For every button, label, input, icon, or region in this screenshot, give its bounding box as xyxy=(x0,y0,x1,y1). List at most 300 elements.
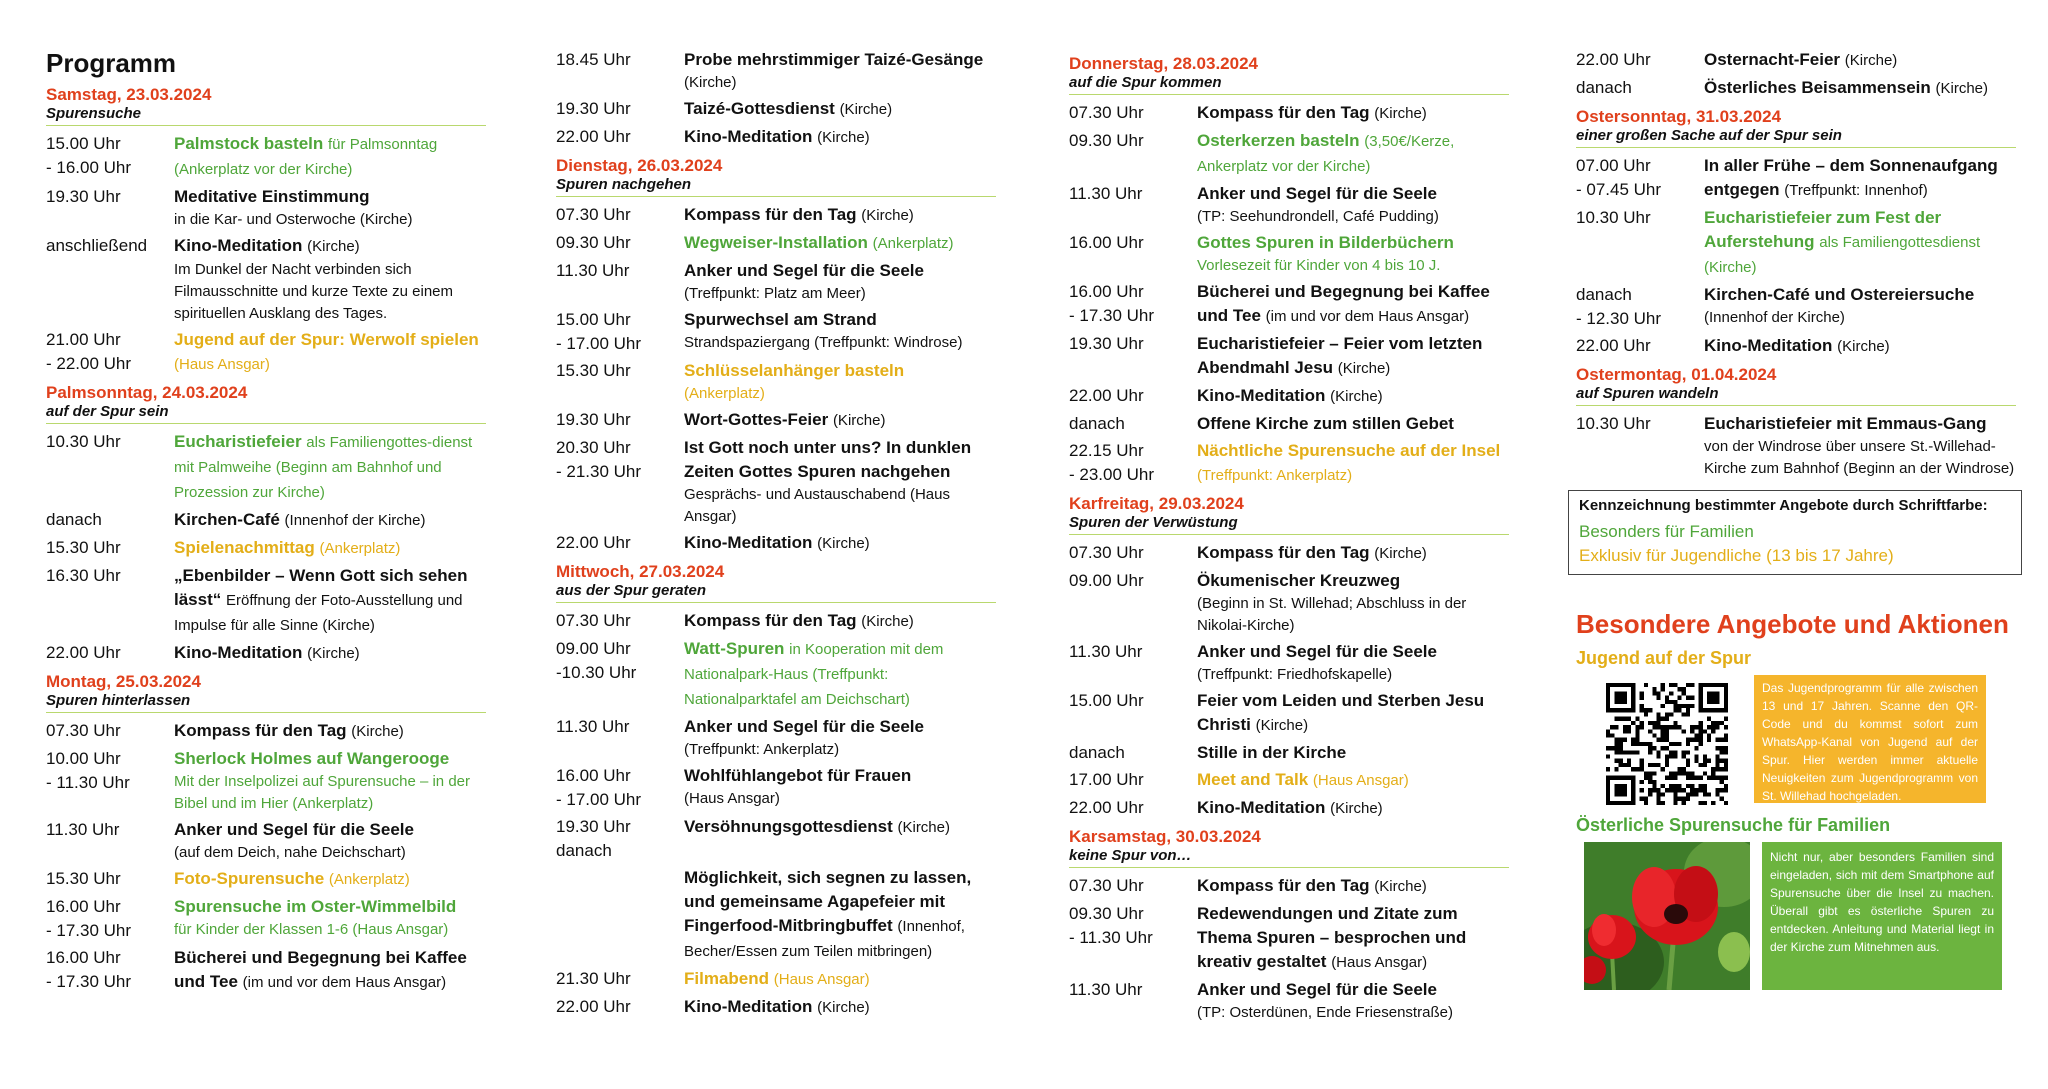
event-title: Foto-Spurensuche xyxy=(174,869,325,888)
event-title: Kompass für den Tag xyxy=(684,205,857,224)
event-details xyxy=(684,764,996,812)
event-time: 07.30 Uhr xyxy=(46,721,121,740)
event-details xyxy=(1197,874,1509,899)
event-title: Kompass für den Tag xyxy=(684,611,857,630)
event-row xyxy=(1576,48,2016,73)
event-row xyxy=(556,815,996,863)
event-title: Kino-Meditation xyxy=(174,643,303,662)
column-3 xyxy=(1069,48,1509,1027)
day-title: Ostersonntag, 31.03.2024 xyxy=(1576,107,1782,126)
event-title: Kompass für den Tag xyxy=(1197,103,1370,122)
day-subtitle: auf die Spur kommen xyxy=(1069,74,1509,95)
event-title: Meditative Einstimmung xyxy=(174,187,370,206)
event-description: Strandspaziergang (Treffpunkt: Windrose) xyxy=(684,334,963,351)
event-title: Wegweiser-Installation xyxy=(684,233,868,252)
event-details xyxy=(174,641,486,666)
event-location: (Ankerplatz) xyxy=(319,540,401,557)
event-row xyxy=(1069,796,1509,821)
event-details xyxy=(1197,101,1509,126)
event-time: danach xyxy=(1069,414,1125,433)
event-title: Meet and Talk xyxy=(1197,770,1309,789)
event-row xyxy=(556,203,996,228)
day-block xyxy=(1069,827,1509,1024)
event-row xyxy=(46,867,486,892)
event-details xyxy=(1197,129,1509,179)
event-time: 16.00 Uhr - 17.30 Uhr xyxy=(1069,282,1155,325)
event-details xyxy=(684,259,996,305)
event-location: (Innenhof der Kirche) xyxy=(284,512,426,529)
event-time: 16.00 Uhr - 17.00 Uhr xyxy=(556,766,642,809)
family-section-title: Österliche Spurensuche für Familien xyxy=(1576,815,1891,835)
day-block xyxy=(1069,54,1509,488)
event-row xyxy=(556,408,996,433)
event-row xyxy=(556,764,996,812)
day-subtitle: auf der Spur sein xyxy=(46,403,486,424)
event-time: 19.30 Uhr danach xyxy=(556,817,631,860)
event-row xyxy=(1069,874,1509,899)
event-location: (Treffpunkt: Ankerplatz) xyxy=(1197,467,1353,484)
event-description: (Innenhof der Kirche) xyxy=(1704,309,1845,326)
event-row xyxy=(556,609,996,634)
event-row xyxy=(1069,741,1509,765)
youth-info-box: Das Jugendprogramm für alle zwischen 13 und 17 Jahren. Scanne den QR-Code und du kommst sofort zum WhatsApp-Kanal von Jugend auf der Spur. Hier werden immer aktuelle Neuigkeiten zum Jugendprogramm von St. Willehad hochgeladen. xyxy=(1754,675,1986,803)
event-location: (Kirche) xyxy=(1374,105,1427,122)
event-time: 10.30 Uhr xyxy=(1576,208,1651,227)
day-block xyxy=(556,156,996,556)
day-title: Dienstag, 26.03.2024 xyxy=(556,156,723,175)
event-details xyxy=(1197,689,1509,738)
event-location: (Kirche) xyxy=(1374,878,1427,895)
event-row xyxy=(46,818,486,864)
event-location: (Innenhof, Becher/Essen zum Teilen mitbringen) xyxy=(684,918,965,960)
event-details xyxy=(174,536,486,561)
event-time: 19.30 Uhr xyxy=(1069,334,1144,353)
event-time: 07.30 Uhr xyxy=(556,205,631,224)
event-title: Watt-Spuren xyxy=(684,639,785,658)
event-title: Gottes Spuren in Bilderbüchern xyxy=(1197,233,1454,252)
event-details xyxy=(684,995,996,1020)
event-row xyxy=(1069,978,1509,1024)
event-row xyxy=(556,308,996,356)
day-block xyxy=(1576,365,2016,480)
event-details xyxy=(1704,412,2016,480)
event-location: (Haus Ansgar) xyxy=(174,356,270,373)
event-details xyxy=(1197,332,1509,381)
event-time: 17.00 Uhr xyxy=(1069,770,1144,789)
day-block xyxy=(556,562,996,1020)
event-title: Jugend auf der Spur: Werwolf spielen xyxy=(174,330,479,349)
event-location: (Kirche) xyxy=(351,723,404,740)
event-location: (Kirche) xyxy=(1374,545,1427,562)
event-title: Kino-Meditation xyxy=(1197,386,1326,405)
event-time: 09.30 Uhr - 11.30 Uhr xyxy=(1069,904,1153,947)
event-details xyxy=(684,231,996,256)
day-title: Karsamstag, 30.03.2024 xyxy=(1069,827,1261,846)
event-title: Probe mehrstimmiger Taizé-Gesänge xyxy=(684,50,984,69)
event-details xyxy=(174,508,486,533)
event-time: 18.45 Uhr xyxy=(556,50,631,69)
event-title: Offene Kirche zum stillen Gebet xyxy=(1197,414,1454,433)
event-row xyxy=(556,259,996,305)
event-title: Osterkerzen basteln xyxy=(1197,131,1360,150)
event-location: (Ankerplatz) xyxy=(328,871,410,888)
youth-section-title: Jugend auf der Spur xyxy=(1576,648,1752,668)
event-title: Anker und Segel für die Seele xyxy=(1197,980,1437,999)
day-block xyxy=(1576,107,2016,359)
event-details xyxy=(174,328,486,377)
event-title: Eucharistiefeier mit Emmaus-Gang xyxy=(1704,414,1987,433)
event-description: (Treffpunkt: Ankerplatz) xyxy=(684,741,840,758)
event-title: Versöhnungsgottesdienst xyxy=(684,817,893,836)
event-details xyxy=(684,866,996,964)
event-details xyxy=(684,715,996,761)
event-time: 11.30 Uhr xyxy=(1069,980,1143,999)
event-title: „Ebenbilder – Wenn Gott sich sehen lässt“ xyxy=(174,566,468,609)
event-location: als Familiengottesdienst (Kirche) xyxy=(1704,234,1981,276)
event-location: (Haus Ansgar) xyxy=(1331,954,1428,971)
event-details xyxy=(174,185,486,231)
event-title: Kino-Meditation xyxy=(684,127,813,146)
event-time: 15.00 Uhr - 16.00 Uhr xyxy=(46,134,132,177)
event-details xyxy=(1197,741,1509,765)
event-time: 22.15 Uhr - 23.00 Uhr xyxy=(1069,441,1155,484)
event-row xyxy=(1069,332,1509,381)
event-row xyxy=(1069,689,1509,738)
event-details xyxy=(684,967,996,992)
event-location: (Kirche) xyxy=(817,535,870,552)
event-location: (im und vor dem Haus Ansgar) xyxy=(242,974,447,991)
day-title: Donnerstag, 28.03.2024 xyxy=(1069,54,1258,73)
event-time: anschließend xyxy=(46,236,148,255)
event-time: 15.30 Uhr xyxy=(46,869,121,888)
event-row xyxy=(556,48,996,94)
event-title: Kino-Meditation xyxy=(174,236,303,255)
event-details xyxy=(684,48,996,94)
event-location: (Kirche) xyxy=(1337,360,1391,377)
event-location: (Kirche) xyxy=(817,999,870,1016)
event-location: (Haus Ansgar) xyxy=(773,971,870,988)
day-title: Samstag, 23.03.2024 xyxy=(46,85,212,104)
day-subtitle: einer großen Sache auf der Spur sein xyxy=(1576,127,2016,148)
event-details xyxy=(1704,48,2016,73)
event-location: (Kirche) xyxy=(1935,80,1989,97)
event-location: Eröffnung der Foto-Ausstellung und Impulse für alle Sinne (Kirche) xyxy=(174,592,463,634)
event-row xyxy=(1576,412,2016,480)
event-location: (Kirche) xyxy=(839,101,893,118)
event-title: Eucharistiefeier – Feier vom letzten Abendmahl Jesu xyxy=(1197,334,1483,377)
day-block xyxy=(46,672,486,995)
event-description: von der Windrose über unsere St.-Willehad-Kirche zum Bahnhof (Beginn an der Windrose) xyxy=(1704,438,2015,477)
event-row xyxy=(46,234,486,325)
event-time: 22.00 Uhr xyxy=(46,643,121,662)
event-details xyxy=(1704,283,2016,331)
day-subtitle: Spurensuche xyxy=(46,105,486,126)
event-details xyxy=(1197,796,1509,821)
event-row xyxy=(556,231,996,256)
day-title: Karfreitag, 29.03.2024 xyxy=(1069,494,1244,513)
event-details xyxy=(684,637,996,712)
day-subtitle: keine Spur von… xyxy=(1069,847,1509,868)
event-title: Österliches Beisammensein xyxy=(1704,78,1931,97)
event-row xyxy=(556,531,996,556)
event-details xyxy=(174,564,486,638)
event-details xyxy=(174,867,486,892)
event-row xyxy=(46,430,486,505)
day-subtitle: auf Spuren wandeln xyxy=(1576,385,2016,406)
event-time: 07.30 Uhr xyxy=(556,611,631,630)
event-row xyxy=(1576,76,2016,101)
event-details xyxy=(1197,569,1509,637)
event-description: Im Dunkel der Nacht verbinden sich Filmausschnitte und kurze Texte zu einem spirituellen Ausklang des Tages. xyxy=(174,261,454,322)
event-time: 22.00 Uhr xyxy=(556,127,631,146)
day-subtitle: aus der Spur geraten xyxy=(556,582,996,603)
event-details xyxy=(1197,412,1509,436)
event-title: Filmabend xyxy=(684,969,770,988)
event-row xyxy=(1069,541,1509,566)
event-details xyxy=(1704,76,2016,101)
day-title: Montag, 25.03.2024 xyxy=(46,672,201,691)
event-details xyxy=(1704,154,2016,203)
event-title: Eucharistiefeier zum Fest der Auferstehung xyxy=(1704,208,1942,251)
event-time: 11.30 Uhr xyxy=(46,820,120,839)
event-time: 11.30 Uhr xyxy=(1069,184,1143,203)
event-description: (Treffpunkt: Platz am Meer) xyxy=(684,285,866,302)
day-subtitle: Spuren nachgehen xyxy=(556,176,996,197)
family-section xyxy=(1576,842,2016,990)
event-row xyxy=(1069,231,1509,277)
event-description: für Kinder der Klassen 1-6 (Haus Ansgar) xyxy=(174,921,449,938)
event-time: 22.00 Uhr xyxy=(556,997,631,1016)
event-title: Spielenachmittag xyxy=(174,538,315,557)
event-time: 10.00 Uhr - 11.30 Uhr xyxy=(46,749,130,792)
event-details xyxy=(1704,206,2016,280)
day-list xyxy=(1069,54,1509,1024)
event-location: (Kirche) xyxy=(1330,800,1383,817)
day-block xyxy=(46,85,486,377)
event-row xyxy=(1069,768,1509,793)
event-location: (Kirche) xyxy=(1255,717,1309,734)
event-row xyxy=(1069,182,1509,228)
column-2 xyxy=(556,48,996,1023)
event-row xyxy=(1576,154,2016,203)
event-title: Anker und Segel für die Seele xyxy=(1197,642,1437,661)
event-description: (TP: Osterdünen, Ende Friesenstraße) xyxy=(1197,1004,1453,1021)
event-row xyxy=(1069,412,1509,436)
event-time xyxy=(556,866,684,964)
event-row xyxy=(1576,334,2016,359)
event-row xyxy=(1069,129,1509,179)
event-time: 22.00 Uhr xyxy=(556,533,631,552)
event-description: Vorlesezeit für Kinder von 4 bis 10 J. xyxy=(1197,257,1441,274)
legend-youth: Exklusiv für Jugendliche (13 bis 17 Jahre) xyxy=(1579,546,1894,565)
event-title: Ökumenischer Kreuzweg xyxy=(1197,571,1401,590)
event-time: 21.00 Uhr - 22.00 Uhr xyxy=(46,330,132,373)
event-location: (Treffpunkt: Innenhof) xyxy=(1784,182,1928,199)
event-location: (3,50€/Kerze, Ankerplatz vor der Kirche) xyxy=(1197,133,1455,175)
event-location: (Ankerplatz) xyxy=(872,235,954,252)
event-title: Redewendungen und Zitate zum Thema Spuren – besprochen und kreativ gestaltet xyxy=(1197,904,1467,971)
legend-family: Besonders für Familien xyxy=(1579,522,1754,541)
event-row xyxy=(556,436,996,528)
event-row xyxy=(1576,283,2016,331)
event-title: Kompass für den Tag xyxy=(174,721,347,740)
event-time: 11.30 Uhr xyxy=(556,717,630,736)
legend-heading: Kennzeichnung bestimmter Angebote durch Schriftfarbe: xyxy=(1579,497,1988,514)
special-offers-title: Besondere Angebote und Aktionen xyxy=(1576,609,2009,639)
day-list xyxy=(556,48,996,1020)
event-location: (Kirche) xyxy=(307,238,360,255)
event-details xyxy=(174,719,486,744)
event-description: Mit der Inselpolizei auf Spurensuche – in der Bibel und im Hier (Ankerplatz) xyxy=(174,773,471,812)
day-list xyxy=(1576,48,2016,480)
event-row xyxy=(1069,902,1509,975)
event-title: Taizé-Gottesdienst xyxy=(684,99,835,118)
event-location: für Palmsonntag (Ankerplatz vor der Kirche) xyxy=(174,136,438,178)
event-row xyxy=(46,946,486,995)
event-row xyxy=(46,641,486,666)
event-details xyxy=(1704,334,2016,359)
event-details xyxy=(174,895,486,943)
event-location: (Kirche) xyxy=(861,613,914,630)
event-details xyxy=(684,203,996,228)
event-time: 10.30 Uhr xyxy=(46,432,121,451)
event-details xyxy=(1197,384,1509,409)
event-title: Eucharistiefeier xyxy=(174,432,302,451)
event-details xyxy=(684,815,996,863)
event-row xyxy=(556,637,996,712)
event-row xyxy=(1069,569,1509,637)
qr-code-icon[interactable] xyxy=(1606,683,1728,805)
event-row xyxy=(46,328,486,377)
event-details xyxy=(684,531,996,556)
day-subtitle: Spuren der Verwüstung xyxy=(1069,514,1509,535)
event-title: Kino-Meditation xyxy=(684,997,813,1016)
event-title: Möglichkeit, sich segnen zu lassen, und gemeinsame Agapefeier mit Fingerfood-Mitbringbuffet xyxy=(684,868,972,935)
day-block xyxy=(1576,48,2016,101)
event-row xyxy=(556,715,996,761)
event-time: 09.00 Uhr xyxy=(1069,571,1144,590)
event-details xyxy=(1197,541,1509,566)
event-time: danach - 12.30 Uhr xyxy=(1576,285,1662,328)
event-title: Wort-Gottes-Feier xyxy=(684,410,829,429)
event-title: Anker und Segel für die Seele xyxy=(684,261,924,280)
event-row xyxy=(46,747,486,815)
day-list xyxy=(46,85,486,995)
event-time: 22.00 Uhr xyxy=(1069,386,1144,405)
event-row xyxy=(1069,280,1509,329)
event-row xyxy=(556,125,996,150)
event-time: 09.00 Uhr -10.30 Uhr xyxy=(556,639,637,682)
event-details xyxy=(1197,231,1509,277)
event-time: 22.00 Uhr xyxy=(1576,336,1651,355)
event-row xyxy=(46,185,486,231)
event-description: (Kirche) xyxy=(684,74,737,91)
event-time: 22.00 Uhr xyxy=(1576,50,1651,69)
event-time: 15.30 Uhr xyxy=(556,361,631,380)
event-title: In aller Frühe – dem Sonnenaufgang entgegen xyxy=(1704,156,1998,199)
event-title: Anker und Segel für die Seele xyxy=(174,820,414,839)
event-title: Nächtliche Spurensuche auf der Insel xyxy=(1197,441,1501,460)
family-info-box: Nicht nur, aber besonders Familien sind eingeladen, sich mit dem Smartphone auf Spurensuche über die Insel zu machen. Überall gibt es österliche Spuren zu entdecken. Anleitung und Material liegt in der Kirche zum Mitnehmen aus. xyxy=(1762,842,2002,990)
event-location: (Kirche) xyxy=(1844,52,1898,69)
event-time: 15.00 Uhr - 17.00 Uhr xyxy=(556,310,642,353)
event-title: Kino-Meditation xyxy=(684,533,813,552)
event-details xyxy=(1197,280,1509,329)
event-time: 16.00 Uhr xyxy=(1069,233,1144,252)
event-row xyxy=(46,132,486,182)
event-details xyxy=(684,308,996,356)
event-details xyxy=(174,132,486,182)
event-time: 07.30 Uhr xyxy=(1069,876,1144,895)
event-row xyxy=(1069,439,1509,488)
event-time: 19.30 Uhr xyxy=(556,410,631,429)
event-time: 09.30 Uhr xyxy=(1069,131,1144,150)
event-title: Stille in der Kirche xyxy=(1197,743,1347,762)
event-time: 15.30 Uhr xyxy=(46,538,121,557)
event-details xyxy=(1197,902,1509,975)
day-title: Mittwoch, 27.03.2024 xyxy=(556,562,725,581)
event-location: (Haus Ansgar) xyxy=(1312,772,1409,789)
event-time: 10.30 Uhr xyxy=(1576,414,1651,433)
event-time: 15.00 Uhr xyxy=(1069,691,1144,710)
event-row xyxy=(46,536,486,561)
event-row xyxy=(1069,384,1509,409)
event-location: (im und vor dem Haus Ansgar) xyxy=(1265,308,1470,325)
event-title: Spurensuche im Oster-Wimmelbild xyxy=(174,897,457,916)
event-description: (auf dem Deich, nahe Deichschart) xyxy=(174,844,406,861)
event-time: 07.30 Uhr xyxy=(1069,103,1144,122)
page-title: Programm xyxy=(46,48,177,78)
event-time: 16.00 Uhr - 17.30 Uhr xyxy=(46,897,132,940)
event-title: Bücherei und Begegnung bei Kaffee und Tee xyxy=(1197,282,1490,325)
event-title: Kirchen-Café xyxy=(174,510,280,529)
event-title: Bücherei und Begegnung bei Kaffee und Tee xyxy=(174,948,467,991)
event-details xyxy=(174,234,486,325)
event-time: danach xyxy=(1576,78,1632,97)
event-description: (Ankerplatz) xyxy=(684,385,765,402)
event-title: Spurwechsel am Strand xyxy=(684,310,877,329)
event-time: 07.00 Uhr - 07.45 Uhr xyxy=(1576,156,1662,199)
event-title: Kompass für den Tag xyxy=(1197,876,1370,895)
event-time: 22.00 Uhr xyxy=(1069,798,1144,817)
event-title: Kompass für den Tag xyxy=(1197,543,1370,562)
event-time: 16.30 Uhr xyxy=(46,566,121,585)
event-location: (Kirche) xyxy=(861,207,914,224)
event-time: 11.30 Uhr xyxy=(556,261,630,280)
event-row xyxy=(556,97,996,122)
event-title: Anker und Segel für die Seele xyxy=(1197,184,1437,203)
event-description: (Beginn in St. Willehad; Abschluss in der Nikolai-Kirche) xyxy=(1197,595,1467,634)
event-location: als Familiengottes-dienst mit Palmweihe (Beginn am Bahnhof und Prozession zur Kirche) xyxy=(174,434,473,501)
event-time: 20.30 Uhr - 21.30 Uhr xyxy=(556,438,642,481)
event-details xyxy=(1197,439,1509,488)
event-location: (Kirche) xyxy=(817,129,870,146)
event-details xyxy=(174,430,486,505)
event-time: 21.30 Uhr xyxy=(556,969,631,988)
event-description: (TP: Seehundrondell, Café Pudding) xyxy=(1197,208,1439,225)
event-details xyxy=(684,359,996,405)
day-title: Ostermontag, 01.04.2024 xyxy=(1576,365,1777,384)
event-title: Kino-Meditation xyxy=(1704,336,1833,355)
event-row xyxy=(556,359,996,405)
event-description: Gesprächs- und Austauschabend (Haus Ansgar) xyxy=(684,486,950,525)
event-title: Sherlock Holmes auf Wangerooge xyxy=(174,749,450,768)
event-description: in die Kar- und Osterwoche (Kirche) xyxy=(174,211,413,228)
day-block xyxy=(556,48,996,150)
event-details xyxy=(174,946,486,995)
event-details xyxy=(684,408,996,433)
event-location: (Kirche) xyxy=(897,819,950,836)
